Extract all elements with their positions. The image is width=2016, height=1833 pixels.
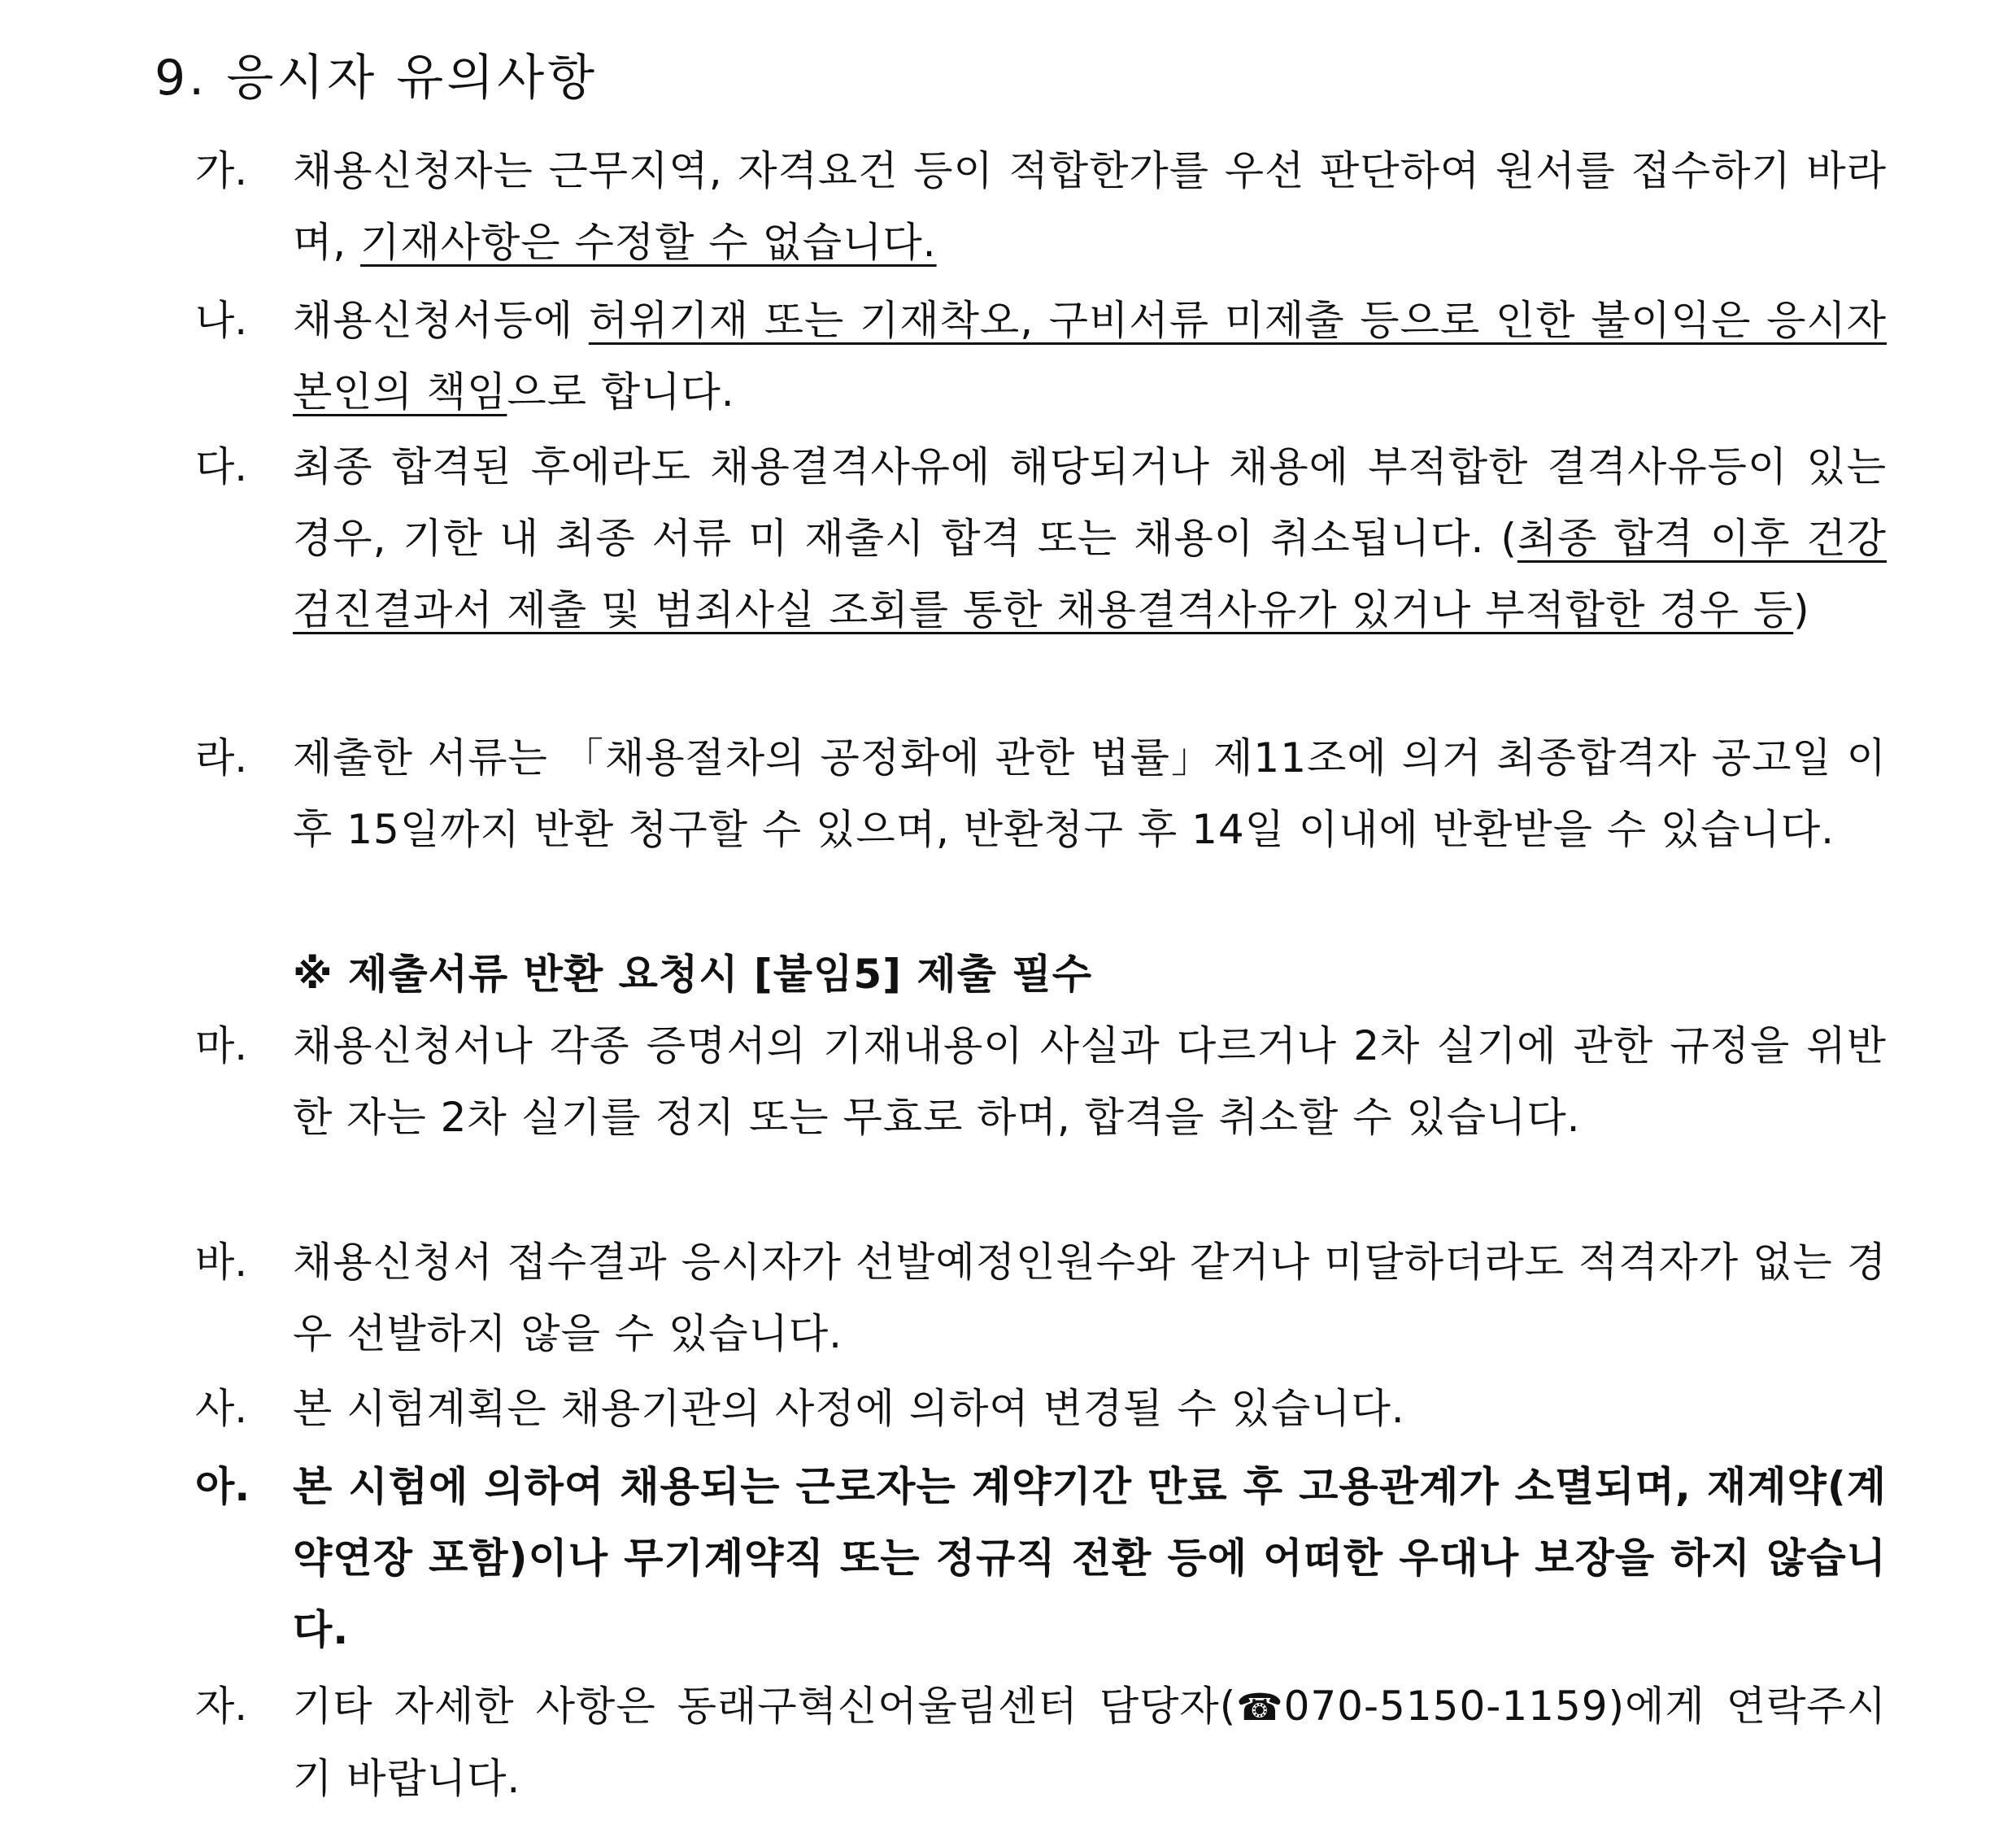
item-text-part: 070-5150-1159)에게 연락주시기 바랍니다. bbox=[293, 1683, 1887, 1802]
item-text-part: 최종 합격된 후에라도 채용결격사유에 해당되거나 채용에 부적합한 결격사유등이 있는 경우, 기한 내 최종 서류 미 재출시 합격 또는 채용이 취소됩니다. ( bbox=[293, 443, 1887, 562]
item-text-part: 으로 합니다. bbox=[507, 368, 735, 416]
item-text: 채용신청서나 각종 증명서의 기재내용이 사실과 다르거나 2차 실기에 관한 규정을 위반한 자는 2차 실기를 정지 또는 무효로 하며, 합격을 취소할 수 있습니다. bbox=[293, 1022, 1887, 1141]
item-text-part: 기타 자세한 사항은 동래구혁신어울림센터 담당자( bbox=[293, 1683, 1237, 1730]
item-marker: 아. bbox=[195, 1463, 250, 1510]
item-marker: 자. bbox=[195, 1683, 248, 1730]
item-text-part: 채용신청자는 근무지역, 자격요건 등이 적합한가를 우선 판단하여 원서를 접수하기 바라며, bbox=[293, 147, 1887, 266]
item-marker: 사. bbox=[195, 1385, 248, 1432]
item-text: 본 시험에 의하여 채용되는 근로자는 계약기간 만료 후 고용관계가 소멸되며, 재계약(계약연장 포함)이나 무기계약직 또는 정규직 전환 등에 어떠한 우대나 보장을 하지 않습니다. bbox=[293, 1463, 1887, 1653]
item-text: 본 시험계획은 채용기관의 사정에 의하여 변경될 수 있습니다. bbox=[293, 1385, 1405, 1432]
item-marker: 다. bbox=[195, 443, 248, 490]
item-text bbox=[293, 285, 1887, 428]
item-marker: 바. bbox=[195, 1239, 248, 1286]
item-text: 채용신청서 접수결과 응시자가 선발예정인원수와 같거나 미달하더라도 적격자가 없는 경우 선발하지 않을 수 있습니다. bbox=[293, 1239, 1887, 1357]
item-text: 제출한 서류는 「채용절차의 공정화에 관한 법률」제11조에 의거 최종합격자 공고일 이후 15일까지 반환 청구할 수 있으며, 반환청구 후 14일 이내에 반환받을 수 있습니다. bbox=[293, 734, 1887, 853]
underlined-text: 허위기재 또는 기재착오, 구비서류 미제출 등으로 인한 불이익은 응시자 본인의 책임 bbox=[293, 297, 1887, 416]
item-text bbox=[293, 1670, 1887, 1814]
item-text-part: 채용신청서등에 bbox=[293, 297, 589, 344]
item-marker: 마. bbox=[195, 1022, 248, 1069]
underlined-text: 기재사항은 수정할 수 없습니다. bbox=[360, 219, 937, 266]
item-marker: 가. bbox=[195, 147, 248, 194]
item-text bbox=[293, 135, 1887, 278]
item-text-part: ) bbox=[1793, 586, 1810, 633]
item-marker: 라. bbox=[195, 734, 248, 782]
phone-icon: ☎ bbox=[1236, 1685, 1284, 1729]
section-title: 9. 응시자 유의사항 bbox=[155, 50, 599, 107]
item-text bbox=[293, 431, 1887, 646]
underlined-text: 최종 합격 이후 건강검진결과서 제출 및 범죄사실 조회를 통한 채용결격사유가 있거나 부적합한 경우 등 bbox=[293, 515, 1887, 633]
notice-note: ※ 제출서류 반환 요청시 [붙임5] 제출 필수 bbox=[293, 951, 1093, 998]
item-marker: 나. bbox=[195, 297, 248, 344]
